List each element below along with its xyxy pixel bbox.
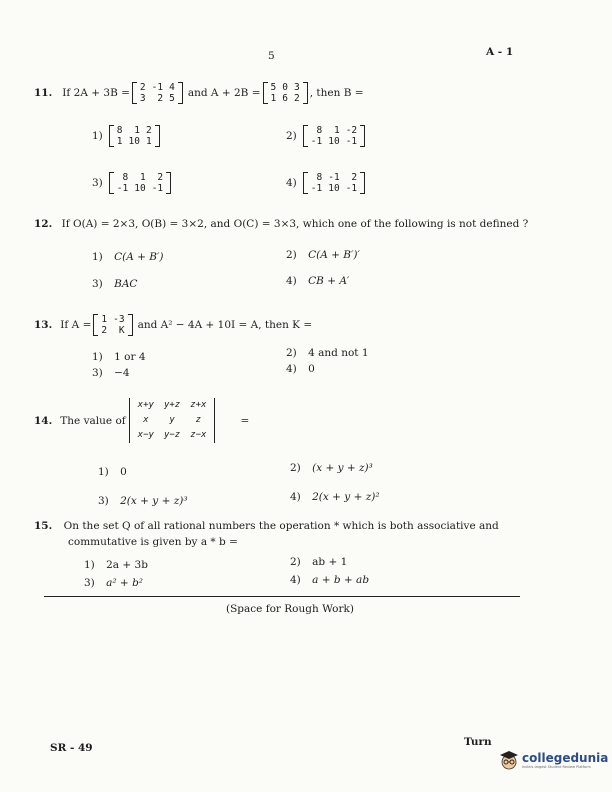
matrix xyxy=(263,82,308,104)
option-3 xyxy=(92,278,137,290)
option-label: 1) xyxy=(92,130,103,142)
option-text: C(A + B′) xyxy=(114,251,164,263)
option-1 xyxy=(92,125,162,147)
matrix-cell: 10 xyxy=(134,183,146,194)
matrix-cell: 3 xyxy=(139,93,146,104)
determinant-cell: z+x xyxy=(190,400,207,410)
matrix xyxy=(132,82,183,104)
option-text: ab + 1 xyxy=(312,556,348,568)
matrix-cell: -1 xyxy=(345,136,358,147)
option-text: a + b + ab xyxy=(312,574,370,586)
option-text: 2(x + y + z)³ xyxy=(120,495,188,507)
matrix-cell: 1 xyxy=(145,136,152,147)
matrix xyxy=(109,172,171,194)
matrix-cell: 1 xyxy=(134,125,140,136)
option-2 xyxy=(286,347,369,359)
option-text: (x + y + z)³ xyxy=(312,462,373,474)
matrix xyxy=(109,125,160,147)
option-2 xyxy=(290,462,373,474)
matrix-cell: 8 xyxy=(316,172,323,183)
matrix-cell: 6 xyxy=(282,93,288,104)
option-3 xyxy=(84,577,143,589)
option-text: 4 and not 1 xyxy=(308,347,369,359)
option-1 xyxy=(98,466,127,478)
matrix xyxy=(93,314,132,336)
option-label: 1) xyxy=(84,559,95,571)
option-label: 4) xyxy=(286,177,297,189)
option-text: BAC xyxy=(114,278,138,290)
option-text: 0 xyxy=(120,466,127,478)
matrix-cell: -1 xyxy=(116,183,129,194)
question-text: and A + 2B = xyxy=(187,87,261,99)
matrix-cell: 5 xyxy=(169,93,175,104)
graduate-mascot-icon xyxy=(498,749,520,771)
matrix-cell: 0 xyxy=(282,82,288,93)
option-text: 1 or 4 xyxy=(114,351,146,363)
matrix-cell: 2 xyxy=(145,125,152,136)
matrix-cell: -1 xyxy=(328,172,340,183)
option-1 xyxy=(92,251,164,263)
question-text: If 2A + 3B = xyxy=(62,87,130,99)
option-3 xyxy=(92,367,130,379)
determinant-cell: x+y xyxy=(137,400,154,410)
option-3 xyxy=(98,495,188,507)
determinant-cell: z−x xyxy=(190,430,207,440)
question-text: The value of xyxy=(60,414,126,427)
option-1 xyxy=(92,351,146,363)
option-2 xyxy=(286,125,367,147)
matrix-cell: 1 xyxy=(270,93,277,104)
option-text: 2(x + y + z)² xyxy=(312,491,380,503)
matrix-cell: -3 xyxy=(113,314,125,325)
option-label: 2) xyxy=(290,462,301,474)
question-number: 15. xyxy=(34,520,53,532)
option-text: −4 xyxy=(114,367,130,379)
determinant-cell: y xyxy=(169,415,175,425)
question-text: If A = xyxy=(60,319,92,331)
determinant-cell: x xyxy=(143,415,149,425)
question-text: and A² − 4A + 10I = A, then K = xyxy=(137,319,313,331)
matrix-cell: 10 xyxy=(328,136,340,147)
question-15 xyxy=(34,520,499,532)
matrix-cell: 8 xyxy=(116,125,123,136)
determinant xyxy=(126,398,219,443)
matrix-cell: 2 xyxy=(157,172,164,183)
option-text: 0 xyxy=(308,363,315,375)
option-label: 3) xyxy=(98,495,109,507)
equals-sign: = xyxy=(240,414,250,427)
option-label: 3) xyxy=(92,177,103,189)
matrix-cell: 1 xyxy=(139,172,146,183)
matrix-cell: -1 xyxy=(310,136,323,147)
option-4 xyxy=(286,172,367,194)
question-text: , then B = xyxy=(309,87,364,99)
question-text-line-2: commutative is given by a * b = xyxy=(68,536,238,548)
matrix-cell: 5 xyxy=(270,82,277,93)
option-label: 3) xyxy=(92,367,103,379)
series-code: A - 1 xyxy=(486,46,514,58)
option-label: 4) xyxy=(286,363,297,375)
matrix-cell: -1 xyxy=(345,183,358,194)
option-4 xyxy=(290,491,380,503)
option-text: C(A + B′)′ xyxy=(308,249,360,261)
divider xyxy=(44,596,520,597)
option-label: 2) xyxy=(286,249,297,261)
option-label: 4) xyxy=(286,275,297,287)
determinant-cell: x−y xyxy=(137,430,154,440)
logo-name: collegedunia xyxy=(522,751,609,765)
matrix-cell: 2 xyxy=(139,82,146,93)
option-label: 3) xyxy=(92,278,103,290)
option-text: 2a + 3b xyxy=(106,559,148,571)
option-label: 2) xyxy=(286,130,297,142)
question-text: If O(A) = 2×3, O(B) = 3×2, and O(C) = 3×3, which one of the following is not defined ? xyxy=(61,218,529,230)
option-4 xyxy=(290,574,369,586)
question-14 xyxy=(34,398,249,443)
footer-code: SR - 49 xyxy=(50,742,93,754)
matrix-cell: 2 xyxy=(157,93,164,104)
option-text: a² + b² xyxy=(106,577,143,589)
matrix xyxy=(303,125,365,147)
option-2 xyxy=(290,556,347,568)
turn-label: Turn xyxy=(464,736,492,748)
matrix-cell: 2 xyxy=(101,325,108,336)
option-text: CB + A′ xyxy=(308,275,350,287)
option-label: 4) xyxy=(290,574,301,586)
option-4 xyxy=(286,363,315,375)
matrix-cell: 3 xyxy=(293,82,300,93)
collegedunia-logo xyxy=(498,749,608,771)
matrix-cell: -1 xyxy=(151,183,164,194)
matrix-cell: 2 xyxy=(293,93,300,104)
matrix-cell: 8 xyxy=(316,125,323,136)
matrix-cell: -1 xyxy=(151,82,164,93)
option-label: 1) xyxy=(98,466,109,478)
matrix-cell: 1 xyxy=(333,125,340,136)
option-label: 1) xyxy=(92,351,103,363)
matrix-cell: 4 xyxy=(169,82,175,93)
option-1 xyxy=(84,559,148,571)
option-3 xyxy=(92,172,173,194)
matrix-cell: K xyxy=(118,325,125,336)
option-2 xyxy=(286,249,360,261)
matrix-cell: -2 xyxy=(345,125,358,136)
determinant-cell: y+z xyxy=(163,400,181,410)
question-number: 12. xyxy=(34,218,53,230)
question-11 xyxy=(34,82,364,104)
question-12 xyxy=(34,218,528,230)
option-4 xyxy=(286,275,349,287)
matrix-cell: 8 xyxy=(122,172,129,183)
rough-work-label: (Space for Rough Work) xyxy=(226,603,354,615)
matrix-cell: 10 xyxy=(128,136,140,147)
matrix-cell: 1 xyxy=(101,314,108,325)
matrix-cell: 2 xyxy=(351,172,358,183)
option-label: 1) xyxy=(92,251,103,263)
question-text: On the set Q of all rational numbers the operation * which is both associative and xyxy=(63,520,499,532)
option-label: 2) xyxy=(286,347,297,359)
logo-tagline: India's largest Student Review Platform xyxy=(522,765,591,769)
matrix-cell: 1 xyxy=(116,136,123,147)
determinant-cell: z xyxy=(195,415,202,425)
option-label: 4) xyxy=(290,491,301,503)
matrix-cell: 10 xyxy=(328,183,340,194)
option-label: 3) xyxy=(84,577,95,589)
matrix xyxy=(303,172,365,194)
option-label: 2) xyxy=(290,556,301,568)
matrix-cell: -1 xyxy=(310,183,323,194)
question-number: 13. xyxy=(34,319,53,331)
page-number: 5 xyxy=(268,50,275,62)
question-13 xyxy=(34,314,312,336)
determinant-cell: y−z xyxy=(163,430,181,440)
question-number: 14. xyxy=(34,414,53,427)
question-number: 11. xyxy=(34,87,53,99)
